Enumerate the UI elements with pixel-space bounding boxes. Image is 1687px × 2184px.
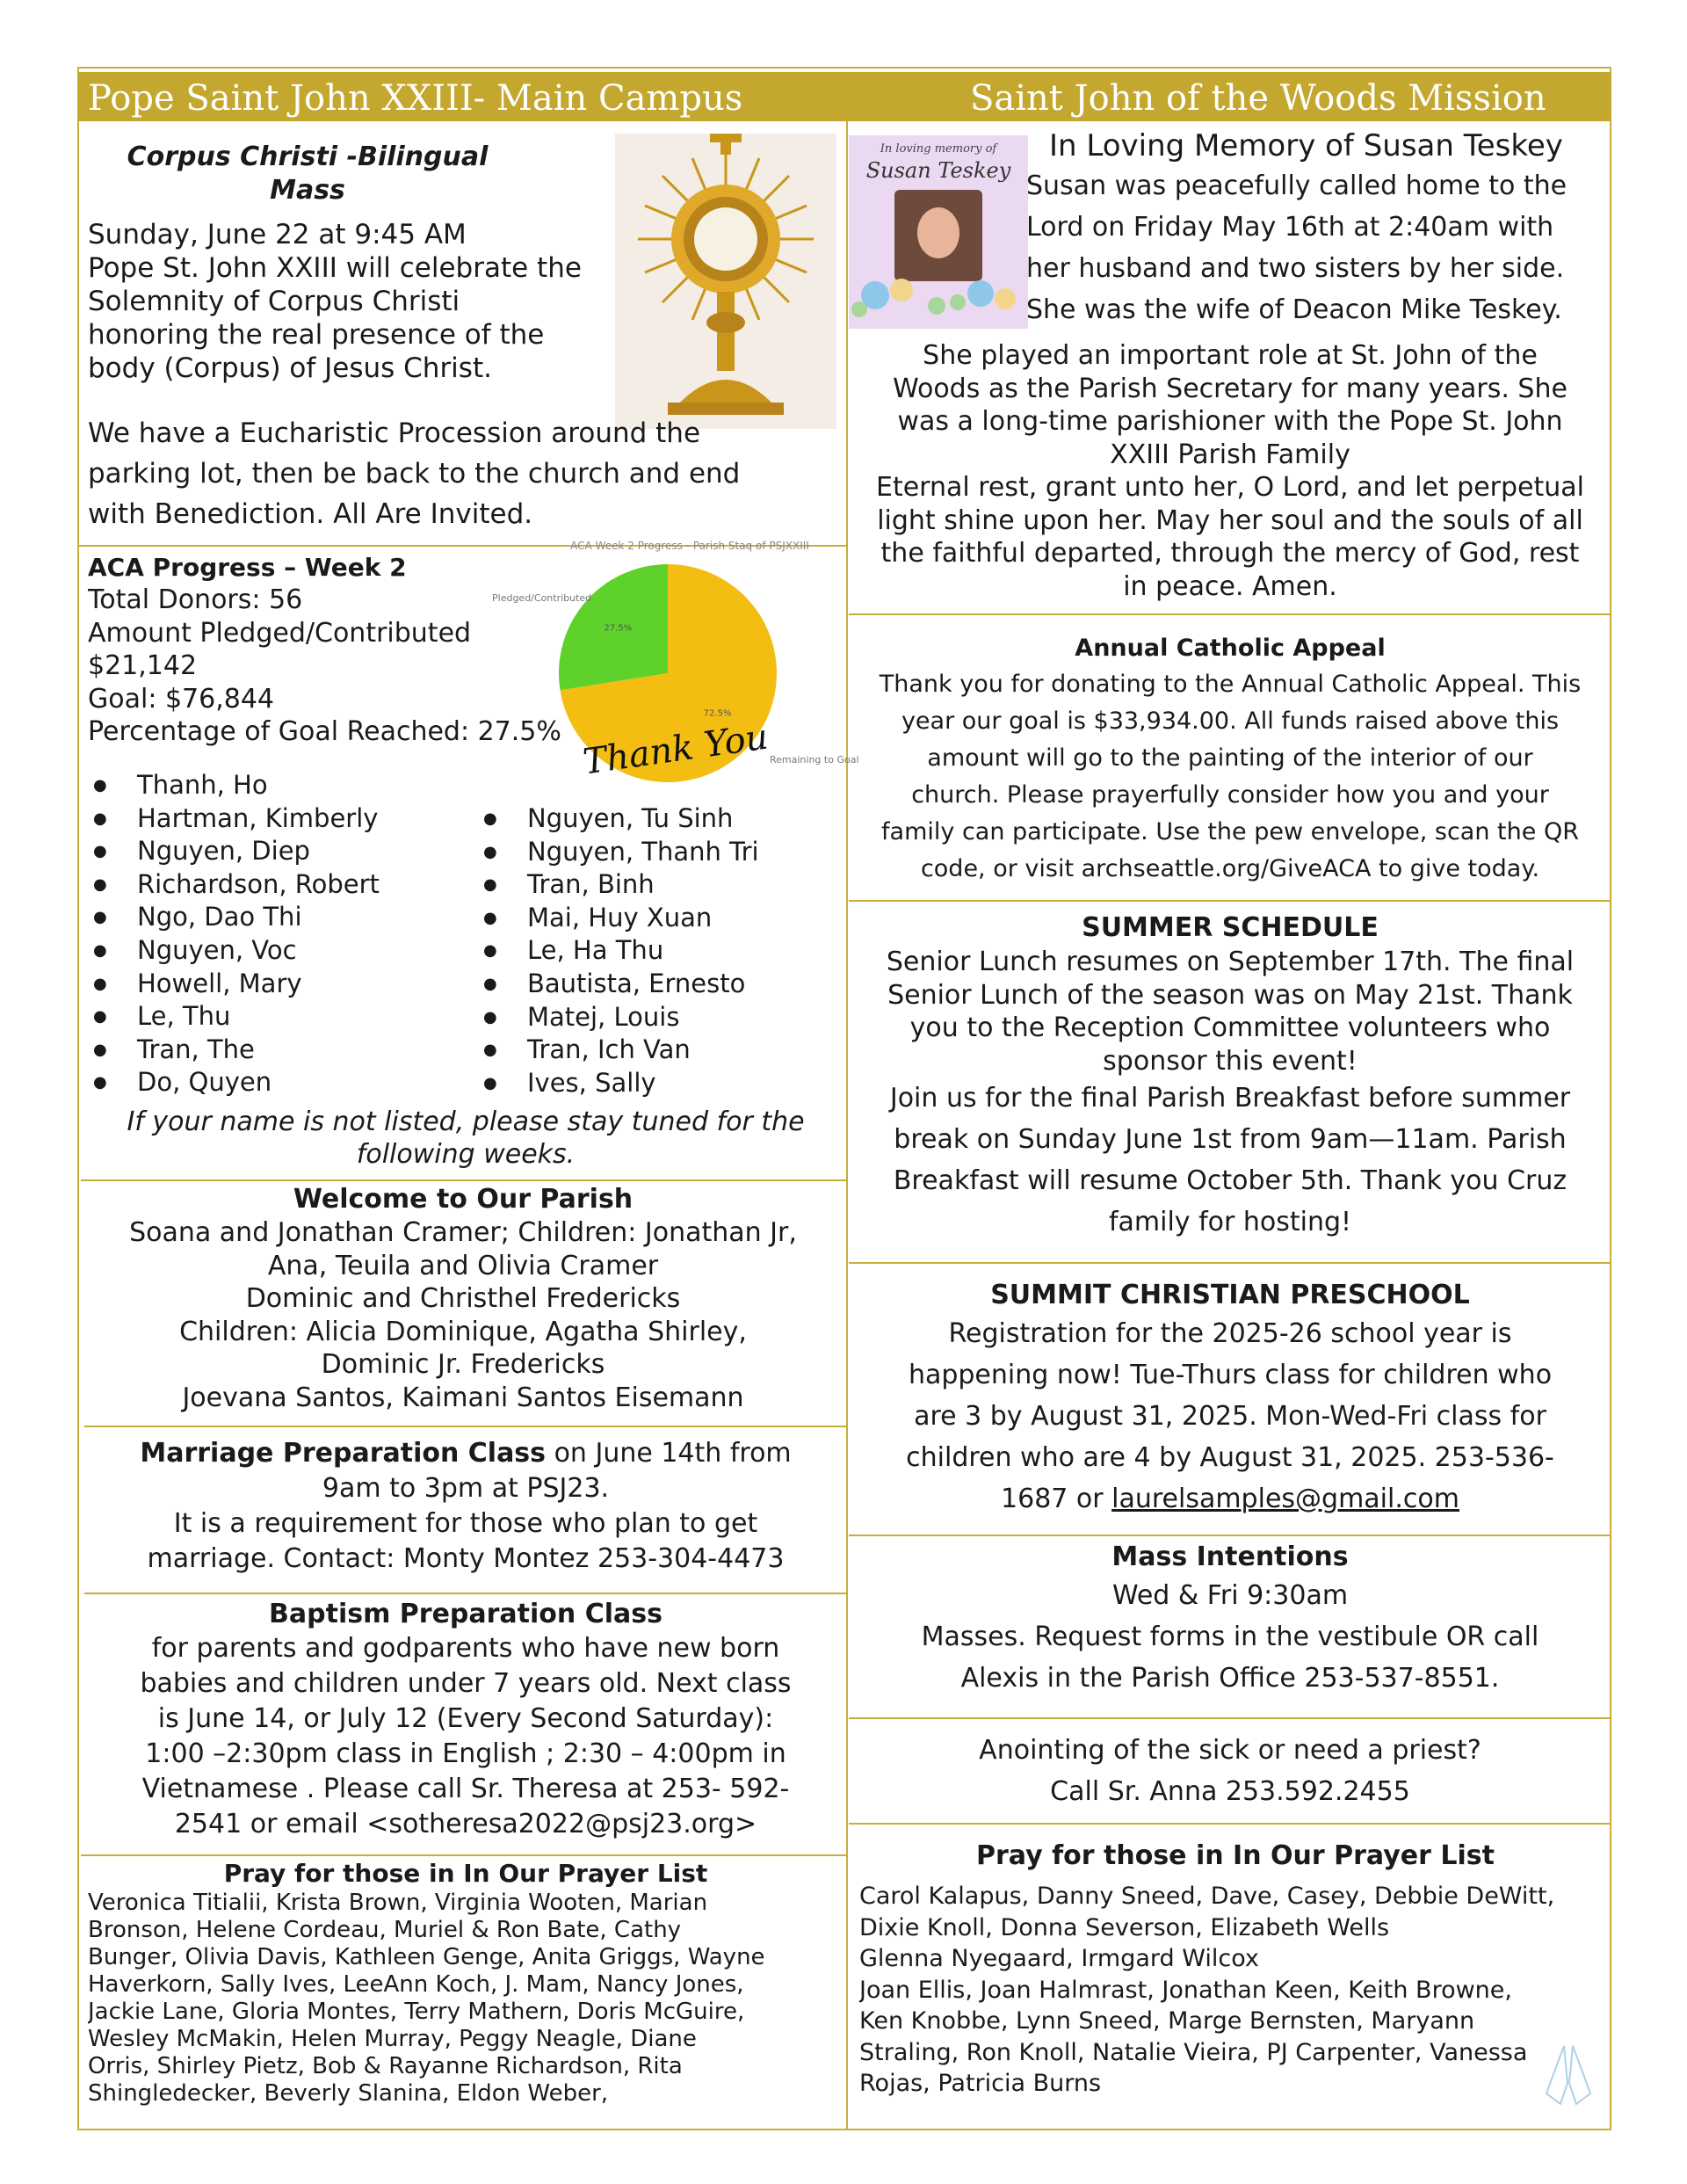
mass-title: Mass Intentions (1111, 1542, 1349, 1572)
appeal-line: year our goal is $33,934.00. All funds raised above this (901, 707, 1560, 735)
section-divider (81, 1179, 846, 1181)
welcome-line: Children: Alicia Dominique, Agatha Shirley, (179, 1316, 747, 1347)
corpus-line: Solemnity of Corpus Christi (88, 286, 460, 317)
prayer-line: Wesley McMakin, Helen Murray, Peggy Neagle, Diane (88, 2026, 697, 2052)
section-divider (84, 1593, 846, 1594)
donor-name: ● Tran, Ich Van (478, 1034, 759, 1067)
donor-name: ● Nguyen, Thanh Tri (478, 836, 759, 869)
prayer-line: Jackie Lane, Gloria Montes, Terry Mathern, Doris McGuire, (88, 1999, 745, 2025)
prayer-line: Rojas, Patricia Burns (859, 2070, 1102, 2097)
appeal-line: Thank you for donating to the Annual Catholic Appeal. This (879, 671, 1582, 698)
donor-name: ● Thanh, Ho (88, 769, 380, 802)
mass-line: Wed & Fri 9:30am (1111, 1580, 1349, 1611)
memory-line: in peace. Amen. (1123, 570, 1337, 602)
column-divider (846, 121, 848, 2129)
corpus-christi-para (88, 413, 844, 545)
memorial-card-image (849, 135, 1028, 329)
prayer-line: Ken Knobbe, Lynn Sneed, Marge Bernsten, Maryann (859, 2007, 1475, 2035)
praying-hands-icon (1529, 2039, 1608, 2109)
donor-name: ● Nguyen, Tu Sinh (478, 802, 759, 836)
thank-you-script: Thank You (580, 716, 771, 783)
section-divider (849, 1717, 1610, 1719)
prayer-line: Bronson, Helene Cordeau, Muriel & Ron Bate, Cathy (88, 1917, 682, 1943)
donor-name: ● Tran, The (88, 1034, 380, 1067)
footnote-line: If your name is not listed, please stay tuned for the (127, 1107, 805, 1137)
prayer-list-right-section (859, 1837, 1611, 2127)
memory-line: Eternal rest, grant unto her, O Lord, and let perpetual (876, 472, 1584, 503)
mass-line: Masses. Request forms in the vestibule OR call (921, 1622, 1539, 1652)
legend-label-remaining: Remaining to Goal (770, 754, 859, 765)
aca-line: Goal: $76,844 (88, 683, 275, 715)
summer-line: Breakfast will resume October 5th. Thank you Cruz (893, 1165, 1568, 1196)
appeal-section (849, 631, 1611, 895)
preschool-section (849, 1278, 1611, 1533)
welcome-title: Welcome to Our Parish (293, 1184, 634, 1215)
welcome-line: Dominic and Christhel Fredericks (245, 1283, 681, 1314)
aca-line: Total Donors: 56 (88, 584, 303, 615)
chart-title: ACA Week 2 Progress - Parish Staq of PSJXXIII (570, 540, 809, 552)
section-divider (84, 1426, 846, 1427)
summer-line: break on Sunday June 1st from 9am—11am. Parish (894, 1124, 1567, 1155)
pie-value-pledged: 27.5% (604, 623, 633, 634)
baptism-line: babies and children under 7 years old. Next class (140, 1668, 792, 1699)
donor-name: ● Le, Thu (88, 1000, 380, 1034)
memory-side-line: her husband and two sisters by her side. (1026, 253, 1565, 284)
marriage-line: 9am to 3pm at PSJ23. (322, 1473, 610, 1504)
summer-line: family for hosting! (1108, 1207, 1352, 1237)
section-divider (849, 900, 1610, 902)
aca-line: $21,142 (88, 650, 198, 681)
memory-title (1037, 127, 1617, 167)
donor-name: ● Matej, Louis (478, 1001, 759, 1034)
donor-name: ● Ngo, Dao Thi (88, 901, 380, 934)
prayer-line: Bunger, Olivia Davis, Kathleen Genge, Anita Griggs, Wayne (88, 1944, 765, 1970)
section-divider (849, 1262, 1610, 1264)
mass-intentions-section (849, 1540, 1611, 1707)
prayer-line: Glenna Nyegaard, Irmgard Wilcox (859, 1945, 1259, 1972)
memory-line: light shine upon her. May her soul and the souls of all (877, 504, 1583, 536)
preschool-phone-tail: 1687 or (1001, 1484, 1112, 1514)
donor-name: ● Mai, Huy Xuan (478, 902, 759, 935)
donor-name: ● Ives, Sally (478, 1067, 759, 1100)
donor-name: ● Tran, Binh (478, 868, 759, 902)
corpus-line: Pope St. John XXIII will celebrate the (88, 252, 582, 284)
memory-line: the faithful departed, through the mercy of God, rest (880, 538, 1580, 569)
corpus-line: body (Corpus) of Jesus Christ. (88, 352, 492, 384)
baptism-line: 2541 or email <sotheresa2022@psj23.org> (174, 1809, 757, 1839)
summer-line: Senior Lunch of the season was on May 21st. Thank (887, 979, 1573, 1011)
appeal-line: family can participate. Use the pew envelope, scan the QR (881, 818, 1579, 845)
memory-line: Woods as the Parish Secretary for many years. She (893, 373, 1568, 404)
summer-line: you to the Reception Committee volunteers who (909, 1012, 1551, 1043)
prayer-line: Dixie Knoll, Donna Severson, Elizabeth Wells (859, 1913, 1390, 1941)
donor-name: ● Howell, Mary (88, 968, 380, 1001)
pie-value-remaining: 72.5% (703, 708, 732, 719)
memory-title-text: In Loving Memory of Susan Teskey (1049, 128, 1563, 163)
donor-footnote (88, 1106, 844, 1176)
aca-pie-chart (492, 540, 859, 838)
summer-schedule-section (849, 911, 1611, 1253)
donor-name: ● Nguyen, Voc (88, 934, 380, 968)
appeal-title: Annual Catholic Appeal (1075, 635, 1386, 662)
marriage-title: Marriage Preparation Class (140, 1438, 547, 1469)
prayer-line: Carol Kalapus, Danny Sneed, Dave, Casey, Debbie DeWitt, (859, 1883, 1555, 1910)
preschool-title: SUMMIT CHRISTIAN PRESCHOOL (990, 1280, 1470, 1310)
monstrance-icon (615, 134, 836, 429)
preschool-line: are 3 by August 31, 2025. Mon-Wed-Fri class for (914, 1401, 1546, 1432)
marriage-line: It is a requirement for those who plan to get (173, 1508, 758, 1539)
welcome-section (83, 1183, 844, 1420)
memorial-card-line1: In loving memory of (880, 142, 997, 156)
footnote-line: following weeks. (356, 1139, 576, 1170)
prayer-list-left-title: Pray for those in In Our Prayer List (223, 1859, 708, 1888)
monstrance-image (615, 134, 836, 429)
summer-line: sponsor this event! (1103, 1045, 1358, 1077)
aca-line: Percentage of Goal Reached: 27.5% (88, 716, 561, 747)
baptism-line: for parents and godparents who have new born (151, 1633, 780, 1664)
marriage-section (88, 1436, 844, 1591)
preschool-line: children who are 4 by August 31, 2025. 253-536- (906, 1442, 1554, 1473)
donor-name: ● Bautista, Ernesto (478, 968, 759, 1001)
marriage-line: marriage. Contact: Monty Montez 253-304-4473 (147, 1543, 785, 1574)
memory-side-line: Lord on Friday May 16th at 2:40am with (1026, 212, 1554, 243)
corpus-para-line: We have a Eucharistic Procession around the (88, 417, 701, 449)
memorial-card-line2: Susan Teskey (865, 158, 1011, 183)
preschool-line: happening now! Tue-Thurs class for children who (908, 1360, 1553, 1390)
section-divider (849, 613, 1610, 615)
summer-line: Join us for the final Parish Breakfast before summer (889, 1083, 1571, 1114)
memory-body (849, 339, 1611, 606)
corpus-para-line: parking lot, then be back to the church and end (88, 458, 741, 490)
baptism-line: 1:00 –2:30pm class in English ; 2:30 – 4:00pm in (145, 1738, 786, 1769)
legend-label-pledged: Pledged/Contributed (492, 592, 592, 604)
baptism-section (88, 1598, 844, 1853)
marriage-title-rest: on June 14th from (546, 1438, 792, 1469)
anointing-line: Call Sr. Anna 253.592.2455 (1050, 1776, 1410, 1807)
welcome-line: Soana and Jonathan Cramer; Children: Jonathan Jr, (129, 1217, 797, 1248)
donor-list-right (478, 802, 759, 1099)
prayer-line: Shingledecker, Beverly Slanina, Eldon Weber, (88, 2080, 609, 2107)
right-column-title: Saint John of the Woods Mission (970, 78, 1546, 119)
corpus-line: honoring the real presence of the (88, 319, 545, 351)
appeal-line: amount will go to the painting of the interior of our (927, 744, 1533, 772)
preschool-email-link[interactable]: laurelsamples@gmail.com (1111, 1484, 1459, 1514)
section-divider (81, 1854, 846, 1856)
appeal-line: code, or visit archseattle.org/GiveACA to give today. (920, 855, 1540, 882)
welcome-line: Dominic Jr. Fredericks (321, 1349, 605, 1380)
prayer-line: Joan Ellis, Joan Halmrast, Jonathan Keen, Keith Browne, (859, 1976, 1512, 2004)
baptism-line: Vietnamese . Please call Sr. Theresa at 253- 592- (141, 1774, 790, 1804)
anointing-line: Anointing of the sick or need a priest? (979, 1735, 1481, 1766)
pie-svg (492, 540, 844, 838)
memory-side-line: Susan was peacefully called home to the (1026, 171, 1568, 201)
donor-name: ● Nguyen, Diep (88, 835, 380, 868)
anointing-section (849, 1730, 1611, 1818)
mass-line: Alexis in the Parish Office 253-537-8551. (960, 1663, 1500, 1694)
memory-line: was a long-time parishioner with the Pope St. John (897, 406, 1563, 437)
summer-title: SUMMER SCHEDULE (1082, 912, 1379, 943)
summer-line: Senior Lunch resumes on September 17th. The final (886, 947, 1575, 977)
donor-name: ● Le, Ha Thu (478, 934, 759, 968)
donor-name: ● Hartman, Kimberly (88, 802, 380, 836)
prayer-line: Straling, Ron Knoll, Natalie Vieira, PJ Carpenter, Vanessa (859, 2038, 1528, 2066)
memory-line: XXIII Parish Family (1110, 439, 1350, 470)
baptism-line: is June 14, or July 12 (Every Second Saturday): (157, 1703, 774, 1734)
section-divider (849, 1535, 1610, 1536)
prayer-line: Orris, Shirley Pietz, Bob & Rayanne Richardson, Rita (88, 2053, 683, 2079)
prayer-list-left-section (88, 1858, 844, 2122)
memory-side-text (1026, 165, 1615, 332)
preschool-line: Registration for the 2025-26 school year is (948, 1318, 1512, 1349)
donor-name: ● Richardson, Robert (88, 868, 380, 902)
flowers-icon (849, 264, 1028, 329)
donor-list-left (88, 769, 380, 1099)
corpus-christi-title: Corpus Christi -Bilingual Mass (127, 141, 489, 206)
donor-name: ● Do, Quyen (88, 1066, 380, 1099)
welcome-line: Ana, Teuila and Olivia Cramer (267, 1250, 659, 1281)
baptism-title: Baptism Preparation Class (269, 1599, 662, 1629)
corpus-christi-section (88, 141, 615, 395)
appeal-line: church. Please prayerfully consider how you and your (911, 781, 1549, 809)
corpus-para-line: with Benediction. All Are Invited. (88, 498, 533, 530)
corpus-line: Sunday, June 22 at 9:45 AM (88, 219, 467, 250)
section-divider (849, 1823, 1610, 1825)
aca-progress-title: ACA Progress – Week 2 (88, 553, 407, 582)
prayer-line: Veronica Titialii, Krista Brown, Virginia Wooten, Marian (88, 1890, 708, 1916)
welcome-line: Joevana Santos, Kaimani Santos Eisemann (182, 1382, 744, 1413)
aca-line: Amount Pledged/Contributed (88, 617, 472, 649)
left-column-title: Pope Saint John XXIII- Main Campus (88, 78, 743, 119)
prayer-line: Haverkorn, Sally Ives, LeeAnn Koch, J. Mam, Nancy Jones, (88, 1971, 744, 1998)
memory-line: She played an important role at St. John of the (923, 340, 1538, 371)
prayer-list-right-title: Pray for those in In Our Prayer List (976, 1840, 1495, 1871)
memory-side-line: She was the wife of Deacon Mike Teskey. (1026, 294, 1562, 325)
